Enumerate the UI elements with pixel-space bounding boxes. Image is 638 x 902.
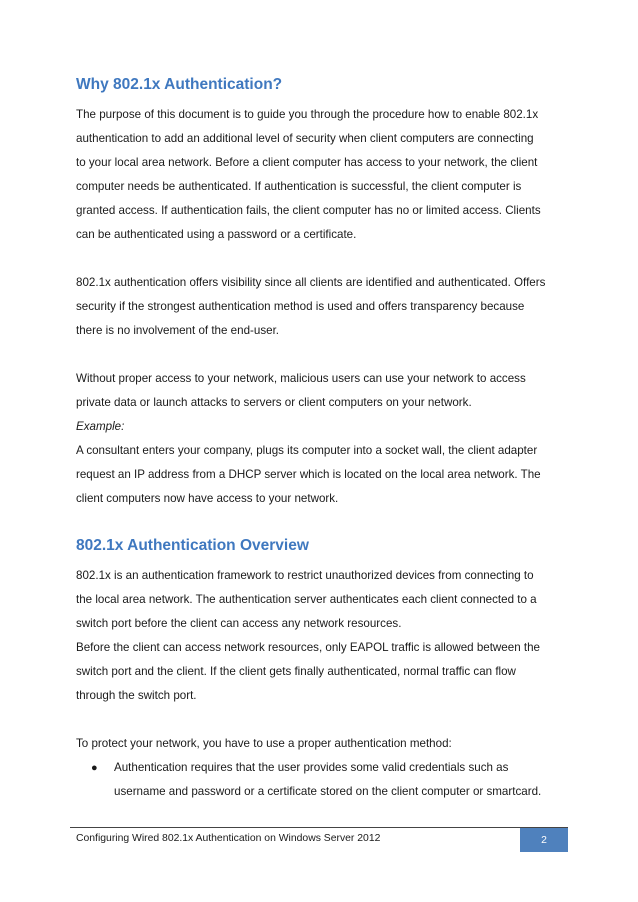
text-line: computer needs be authenticated. If authentication is successful, the client computer is [76,180,522,193]
text-line: the local area network. The authentication server authenticates each client connected to a [76,593,537,606]
paragraph-protect: To protect your network, you have to use a proper authentication method: [76,737,452,750]
text-line: Authentication requires that the user provides some valid credentials such as [114,761,509,774]
paragraph-visibility [76,271,570,343]
paragraph-without-access [76,367,570,511]
text-line: 802.1x is an authentication framework to restrict unauthorized devices from connecting to [76,569,534,582]
text-line: there is no involvement of the end-user. [76,324,280,337]
text-line: to your local area network. Before a client computer has access to your network, the client [76,156,538,169]
paragraph-overview [76,564,570,708]
text-line: Without proper access to your network, malicious users can use your network to access [76,372,526,385]
list-item [76,756,570,804]
text-line: Before the client can access network resources, only EAPOL traffic is allowed between the [76,641,540,654]
text-line: private data or launch attacks to servers or client computers on your network. [76,396,472,409]
text-line: through the switch port. [76,689,197,702]
text-line: A consultant enters your company, plugs its computer into a socket wall, the client adapter [76,444,538,457]
text-line: The purpose of this document is to guide you through the procedure how to enable 802.1x [76,108,539,121]
footer-title: Configuring Wired 802.1x Authentication on Windows Server 2012 [76,833,381,844]
text-line: security if the strongest authentication method is used and offers transparency because [76,300,525,313]
text-line: switch port and the client. If the client gets finally authenticated, normal traffic can flow [76,665,516,678]
paragraph-purpose [76,103,570,247]
example-label: Example: [76,420,125,433]
text-line: granted access. If authentication fails, the client computer has no or limited access. Clients [76,204,541,217]
text-line: request an IP address from a DHCP server which is located on the local area network. The [76,468,541,481]
bullet-icon: ● [91,762,98,774]
page-content [76,74,570,804]
text-line: can be authenticated using a password or a certificate. [76,228,357,241]
text-line: client computers now have access to your network. [76,492,339,505]
text-line: authentication to add an additional level of security when client computers are connecting [76,132,534,145]
text-line: switch port before the client can access any network resources. [76,617,402,630]
section-heading-overview: 802.1x Authentication Overview [76,537,309,554]
text-line: 802.1x authentication offers visibility since all clients are identified and authenticated. Offers [76,276,546,289]
section-heading-why: Why 802.1x Authentication? [76,76,283,93]
page-footer [70,827,568,852]
text-line: username and password or a certificate stored on the client computer or smartcard. [114,785,542,798]
page-number: 2 [520,828,568,852]
bullet-list [76,756,570,804]
